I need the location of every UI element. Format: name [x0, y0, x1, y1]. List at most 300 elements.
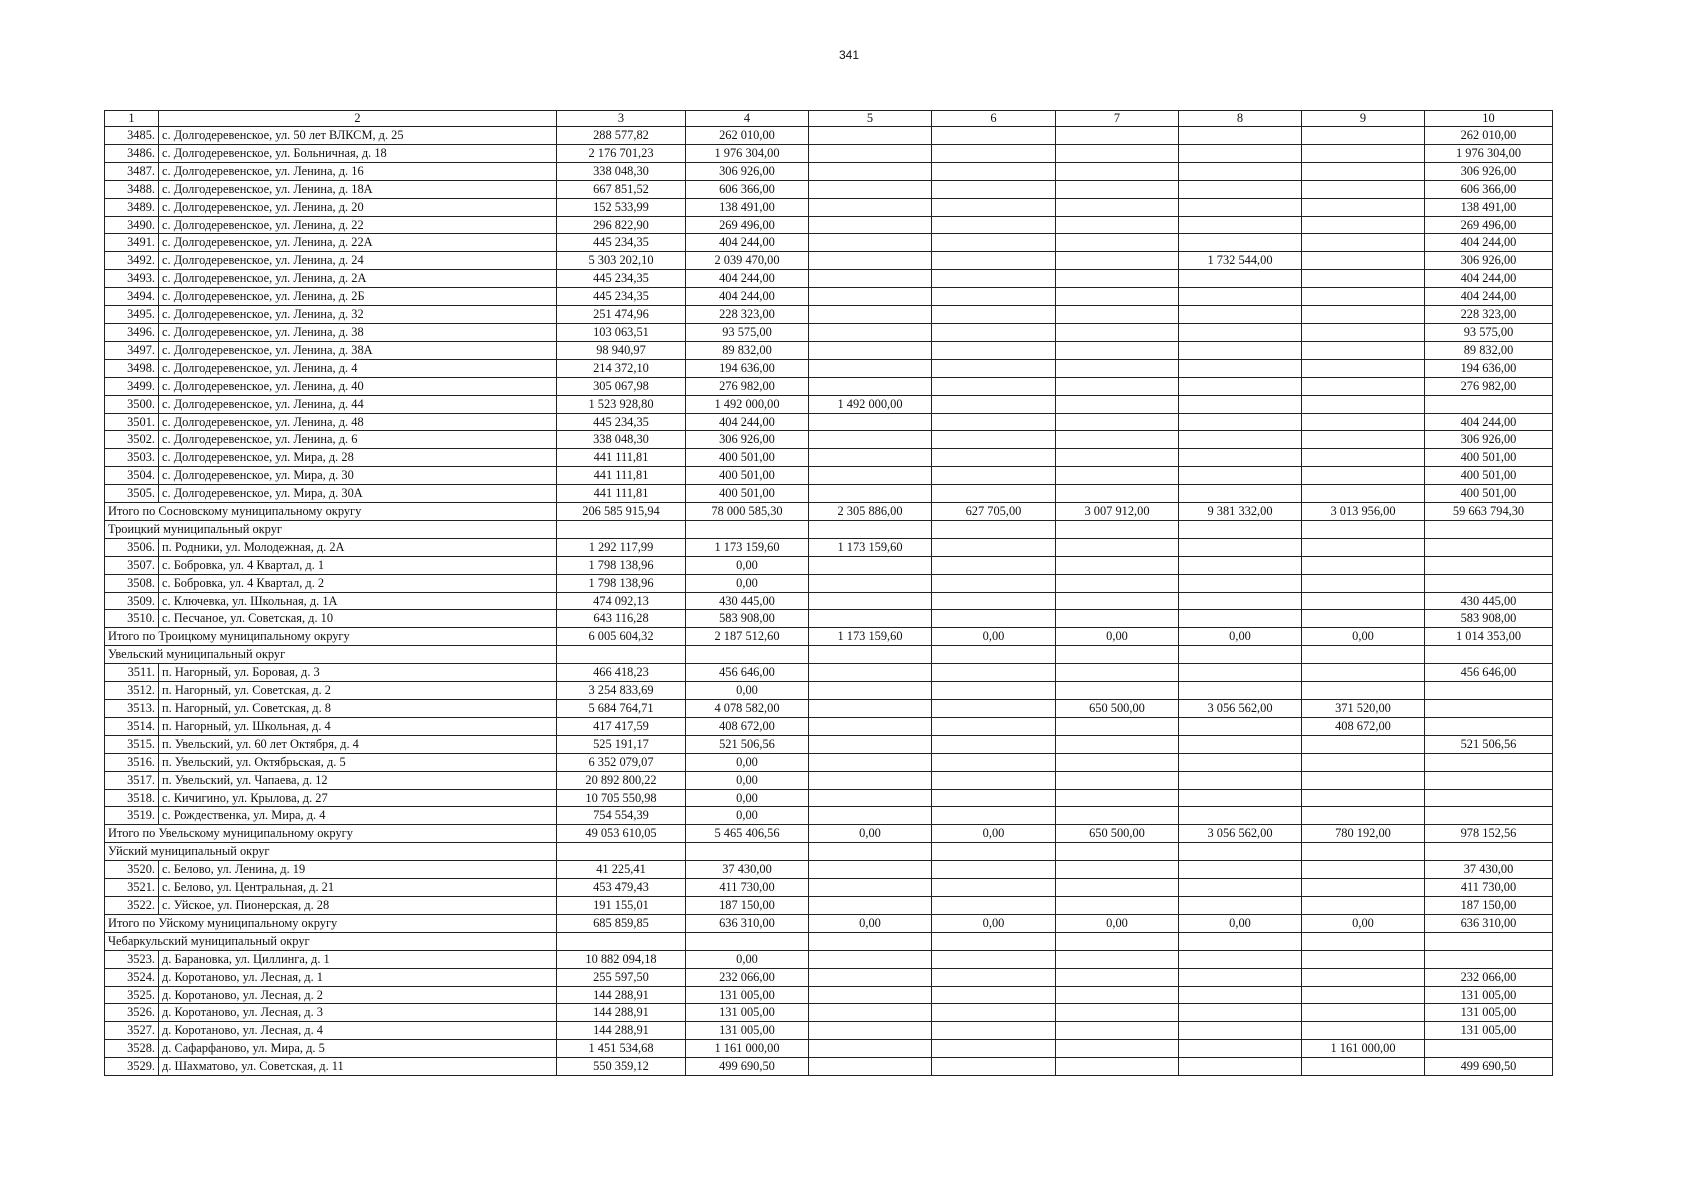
value-cell: 499 690,50 [1425, 1058, 1553, 1076]
value-cell: 0,00 [809, 825, 932, 843]
row-number: 3514. [105, 717, 159, 735]
value-cell [809, 1004, 932, 1022]
value-cell [1179, 1040, 1302, 1058]
value-cell [809, 843, 932, 861]
value-cell [809, 449, 932, 467]
value-cell: 232 066,00 [1425, 968, 1553, 986]
table-row [105, 1040, 1553, 1058]
total-label: Итого по Увельскому муниципальному округу [105, 825, 557, 843]
value-cell [1425, 789, 1553, 807]
value-cell: 400 501,00 [1425, 485, 1553, 503]
row-number: 3492. [105, 252, 159, 270]
value-cell: 89 832,00 [686, 341, 809, 359]
value-cell: 144 288,91 [557, 1004, 686, 1022]
value-cell [1302, 377, 1425, 395]
value-cell [809, 467, 932, 485]
table-row [105, 717, 1553, 735]
value-cell [932, 700, 1056, 718]
value-cell: 1 161 000,00 [1302, 1040, 1425, 1058]
value-cell [1056, 592, 1179, 610]
value-cell [1179, 896, 1302, 914]
value-cell: 338 048,30 [557, 162, 686, 180]
row-number: 3489. [105, 198, 159, 216]
value-cell: 144 288,91 [557, 986, 686, 1004]
section-label: Троицкий муниципальный округ [105, 520, 557, 538]
value-cell [809, 700, 932, 718]
value-cell [1056, 162, 1179, 180]
value-cell [932, 861, 1056, 879]
value-cell [932, 144, 1056, 162]
value-cell: 0,00 [1302, 628, 1425, 646]
value-cell [809, 556, 932, 574]
row-number: 3508. [105, 574, 159, 592]
value-cell: 466 418,23 [557, 664, 686, 682]
row-number: 3503. [105, 449, 159, 467]
value-cell [1302, 1004, 1425, 1022]
value-cell [1056, 610, 1179, 628]
value-cell [1056, 485, 1179, 503]
row-address: с. Долгодеревенское, ул. Ленина, д. 48 [159, 413, 557, 431]
value-cell: 306 926,00 [686, 162, 809, 180]
value-cell [809, 646, 932, 664]
value-cell [809, 950, 932, 968]
value-cell [1302, 359, 1425, 377]
value-cell: 276 982,00 [686, 377, 809, 395]
value-cell [1179, 843, 1302, 861]
value-cell [1179, 717, 1302, 735]
value-cell: 131 005,00 [1425, 1004, 1553, 1022]
value-cell: 10 882 094,18 [557, 950, 686, 968]
value-cell: 4 078 582,00 [686, 700, 809, 718]
row-number: 3529. [105, 1058, 159, 1076]
value-cell: 411 730,00 [686, 879, 809, 897]
value-cell [1425, 700, 1553, 718]
value-cell [932, 180, 1056, 198]
value-cell [1425, 646, 1553, 664]
value-cell: 306 926,00 [686, 431, 809, 449]
table-row [105, 610, 1553, 628]
section-label: Чебаркульский муниципальный округ [105, 932, 557, 950]
row-number: 3501. [105, 413, 159, 431]
value-cell: 98 940,97 [557, 341, 686, 359]
table-row [105, 288, 1553, 306]
value-cell [1302, 485, 1425, 503]
value-cell [1302, 144, 1425, 162]
table-row [105, 538, 1553, 556]
value-cell: 521 506,56 [1425, 735, 1553, 753]
value-cell [1425, 771, 1553, 789]
value-cell [932, 520, 1056, 538]
table-row [105, 682, 1553, 700]
total-row [105, 503, 1553, 521]
table-row [105, 323, 1553, 341]
row-number: 3526. [105, 1004, 159, 1022]
value-cell: 0,00 [932, 914, 1056, 932]
value-cell: 400 501,00 [686, 485, 809, 503]
value-cell [932, 896, 1056, 914]
table-row [105, 234, 1553, 252]
row-address: п. Увельский, ул. Чапаева, д. 12 [159, 771, 557, 789]
table-row [105, 431, 1553, 449]
value-cell: 456 646,00 [1425, 664, 1553, 682]
value-cell [1425, 520, 1553, 538]
row-number: 3518. [105, 789, 159, 807]
row-address: с. Долгодеревенское, ул. Больничная, д. 18 [159, 144, 557, 162]
value-cell [932, 843, 1056, 861]
value-cell: 262 010,00 [686, 127, 809, 145]
row-address: с. Ключевка, ул. Школьная, д. 1А [159, 592, 557, 610]
value-cell [1425, 538, 1553, 556]
value-cell [1425, 753, 1553, 771]
value-cell: 152 533,99 [557, 198, 686, 216]
section-row [105, 932, 1553, 950]
table-row [105, 467, 1553, 485]
value-cell: 10 705 550,98 [557, 789, 686, 807]
row-address: с. Бобровка, ул. 4 Квартал, д. 1 [159, 556, 557, 574]
value-cell [1056, 968, 1179, 986]
row-number: 3507. [105, 556, 159, 574]
value-cell [809, 306, 932, 324]
table-row [105, 270, 1553, 288]
total-row [105, 914, 1553, 932]
value-cell [932, 682, 1056, 700]
value-cell [809, 592, 932, 610]
value-cell: 0,00 [686, 789, 809, 807]
value-cell [1179, 986, 1302, 1004]
value-cell: 338 048,30 [557, 431, 686, 449]
value-cell [1179, 520, 1302, 538]
value-cell: 1 014 353,00 [1425, 628, 1553, 646]
value-cell [932, 485, 1056, 503]
value-cell [1302, 288, 1425, 306]
value-cell [932, 646, 1056, 664]
value-cell: 430 445,00 [1425, 592, 1553, 610]
value-cell [686, 646, 809, 664]
value-cell [932, 234, 1056, 252]
row-number: 3494. [105, 288, 159, 306]
value-cell [1179, 556, 1302, 574]
value-cell: 5 303 202,10 [557, 252, 686, 270]
total-label: Итого по Уйскому муниципальному округу [105, 914, 557, 932]
value-cell [1179, 592, 1302, 610]
value-cell [557, 646, 686, 664]
value-cell: 262 010,00 [1425, 127, 1553, 145]
value-cell: 3 254 833,69 [557, 682, 686, 700]
value-cell [809, 717, 932, 735]
value-cell [1056, 1022, 1179, 1040]
value-cell [809, 520, 932, 538]
value-cell [1425, 950, 1553, 968]
value-cell [1056, 144, 1179, 162]
value-cell [1179, 341, 1302, 359]
value-cell [932, 771, 1056, 789]
value-cell [1179, 234, 1302, 252]
column-header: 9 [1302, 111, 1425, 127]
value-cell: 417 417,59 [557, 717, 686, 735]
column-header: 1 [105, 111, 159, 127]
row-address: с. Долгодеревенское, ул. Ленина, д. 38 [159, 323, 557, 341]
value-cell [1302, 162, 1425, 180]
table-row [105, 359, 1553, 377]
value-cell [809, 1022, 932, 1040]
value-cell: 404 244,00 [1425, 288, 1553, 306]
value-cell [809, 735, 932, 753]
row-address: с. Долгодеревенское, ул. Мира, д. 28 [159, 449, 557, 467]
value-cell: 445 234,35 [557, 413, 686, 431]
table-row [105, 968, 1553, 986]
value-cell: 0,00 [686, 771, 809, 789]
value-cell [809, 807, 932, 825]
value-cell [809, 574, 932, 592]
table-row [105, 950, 1553, 968]
value-cell [932, 1058, 1056, 1076]
row-address: п. Родники, ул. Молодежная, д. 2А [159, 538, 557, 556]
value-cell [932, 1022, 1056, 1040]
page-number: 341 [838, 48, 860, 62]
value-cell [1302, 932, 1425, 950]
value-cell: 445 234,35 [557, 234, 686, 252]
row-number: 3528. [105, 1040, 159, 1058]
row-number: 3513. [105, 700, 159, 718]
value-cell: 404 244,00 [686, 234, 809, 252]
value-cell: 306 926,00 [1425, 252, 1553, 270]
value-cell: 0,00 [686, 950, 809, 968]
value-cell: 49 053 610,05 [557, 825, 686, 843]
value-cell: 131 005,00 [686, 1022, 809, 1040]
value-cell [1179, 288, 1302, 306]
value-cell [1056, 771, 1179, 789]
row-number: 3498. [105, 359, 159, 377]
value-cell [932, 306, 1056, 324]
value-cell [1179, 449, 1302, 467]
table-row [105, 252, 1553, 270]
table-row [105, 216, 1553, 234]
row-address: с. Долгодеревенское, ул. Ленина, д. 22А [159, 234, 557, 252]
value-cell [1056, 323, 1179, 341]
value-cell [1302, 592, 1425, 610]
value-cell [1179, 610, 1302, 628]
value-cell [1302, 646, 1425, 664]
value-cell [1302, 252, 1425, 270]
column-header-row [105, 111, 1553, 127]
total-row [105, 825, 1553, 843]
value-cell: 276 982,00 [1425, 377, 1553, 395]
value-cell [1302, 538, 1425, 556]
row-number: 3499. [105, 377, 159, 395]
value-cell: 400 501,00 [686, 449, 809, 467]
value-cell [1056, 395, 1179, 413]
value-cell [1056, 682, 1179, 700]
value-cell [932, 162, 1056, 180]
value-cell: 89 832,00 [1425, 341, 1553, 359]
value-cell: 978 152,56 [1425, 825, 1553, 843]
value-cell [809, 932, 932, 950]
row-number: 3496. [105, 323, 159, 341]
row-address: д. Барановка, ул. Циллинга, д. 1 [159, 950, 557, 968]
section-row [105, 520, 1553, 538]
row-number: 3487. [105, 162, 159, 180]
value-cell [1056, 879, 1179, 897]
value-cell [1056, 932, 1179, 950]
value-cell [932, 717, 1056, 735]
value-cell [932, 574, 1056, 592]
value-cell [1056, 180, 1179, 198]
value-cell [1056, 538, 1179, 556]
row-address: с. Рождественка, ул. Мира, д. 4 [159, 807, 557, 825]
value-cell [809, 234, 932, 252]
value-cell [1302, 234, 1425, 252]
value-cell [1179, 1004, 1302, 1022]
value-cell [1302, 467, 1425, 485]
value-cell: 606 366,00 [686, 180, 809, 198]
value-cell [932, 807, 1056, 825]
value-cell: 411 730,00 [1425, 879, 1553, 897]
row-number: 3493. [105, 270, 159, 288]
row-address: с. Долгодеревенское, ул. Ленина, д. 24 [159, 252, 557, 270]
row-number: 3515. [105, 735, 159, 753]
value-cell: 404 244,00 [1425, 413, 1553, 431]
row-number: 3517. [105, 771, 159, 789]
table-row [105, 485, 1553, 503]
value-cell [1056, 449, 1179, 467]
value-cell: 0,00 [809, 914, 932, 932]
value-cell [1425, 1040, 1553, 1058]
table-row [105, 592, 1553, 610]
value-cell [809, 753, 932, 771]
value-cell: 228 323,00 [686, 306, 809, 324]
value-cell [1056, 1058, 1179, 1076]
row-number: 3519. [105, 807, 159, 825]
table-row [105, 341, 1553, 359]
value-cell [932, 610, 1056, 628]
section-row [105, 843, 1553, 861]
value-cell [1302, 198, 1425, 216]
value-cell [809, 359, 932, 377]
value-cell: 131 005,00 [686, 986, 809, 1004]
value-cell: 93 575,00 [1425, 323, 1553, 341]
value-cell [1056, 431, 1179, 449]
value-cell [1302, 449, 1425, 467]
value-cell: 583 908,00 [686, 610, 809, 628]
value-cell: 636 310,00 [686, 914, 809, 932]
row-number: 3485. [105, 127, 159, 145]
value-cell [1056, 198, 1179, 216]
value-cell: 499 690,50 [686, 1058, 809, 1076]
row-address: с. Долгодеревенское, ул. Ленина, д. 2Б [159, 288, 557, 306]
value-cell [1056, 664, 1179, 682]
value-cell [932, 950, 1056, 968]
value-cell: 754 554,39 [557, 807, 686, 825]
value-cell: 138 491,00 [1425, 198, 1553, 216]
value-cell [809, 198, 932, 216]
value-cell: 269 496,00 [686, 216, 809, 234]
value-cell: 194 636,00 [686, 359, 809, 377]
column-header: 6 [932, 111, 1056, 127]
value-cell [1056, 252, 1179, 270]
table-row [105, 1004, 1553, 1022]
value-cell [1056, 306, 1179, 324]
row-address: с. Белово, ул. Центральная, д. 21 [159, 879, 557, 897]
value-cell: 2 176 701,23 [557, 144, 686, 162]
value-cell [1179, 377, 1302, 395]
value-cell [809, 789, 932, 807]
value-cell [1425, 807, 1553, 825]
value-cell: 650 500,00 [1056, 700, 1179, 718]
value-cell [932, 341, 1056, 359]
column-header: 3 [557, 111, 686, 127]
row-address: с. Долгодеревенское, ул. Ленина, д. 40 [159, 377, 557, 395]
value-cell: 0,00 [932, 628, 1056, 646]
value-cell [932, 359, 1056, 377]
value-cell [1302, 843, 1425, 861]
value-cell: 400 501,00 [686, 467, 809, 485]
row-address: д. Коротаново, ул. Лесная, д. 3 [159, 1004, 557, 1022]
value-cell: 1 173 159,60 [686, 538, 809, 556]
value-cell: 1 451 534,68 [557, 1040, 686, 1058]
value-cell [932, 986, 1056, 1004]
value-cell [1179, 807, 1302, 825]
value-cell [686, 843, 809, 861]
table-row [105, 986, 1553, 1004]
row-number: 3491. [105, 234, 159, 252]
value-cell [1056, 807, 1179, 825]
value-cell [1302, 789, 1425, 807]
value-cell [932, 377, 1056, 395]
value-cell [809, 771, 932, 789]
column-header: 2 [159, 111, 557, 127]
value-cell [1425, 932, 1553, 950]
table-row [105, 753, 1553, 771]
value-cell [1056, 950, 1179, 968]
table-row [105, 144, 1553, 162]
table-row [105, 306, 1553, 324]
value-cell [1056, 270, 1179, 288]
value-cell [1056, 574, 1179, 592]
table-row [105, 413, 1553, 431]
row-address: п. Нагорный, ул. Советская, д. 8 [159, 700, 557, 718]
value-cell: 400 501,00 [1425, 449, 1553, 467]
row-address: д. Коротаново, ул. Лесная, д. 4 [159, 1022, 557, 1040]
value-cell [1302, 574, 1425, 592]
value-cell: 1 173 159,60 [809, 628, 932, 646]
value-cell [1302, 1058, 1425, 1076]
row-number: 3497. [105, 341, 159, 359]
value-cell [1056, 520, 1179, 538]
value-cell: 474 092,13 [557, 592, 686, 610]
value-cell [1056, 789, 1179, 807]
value-cell: 371 520,00 [1302, 700, 1425, 718]
value-cell: 445 234,35 [557, 270, 686, 288]
registry-table [104, 110, 1553, 1076]
row-address: с. Долгодеревенское, ул. Ленина, д. 16 [159, 162, 557, 180]
value-cell: 636 310,00 [1425, 914, 1553, 932]
value-cell [1302, 127, 1425, 145]
row-number: 3490. [105, 216, 159, 234]
value-cell: 1 976 304,00 [1425, 144, 1553, 162]
value-cell [1179, 467, 1302, 485]
value-cell: 441 111,81 [557, 467, 686, 485]
value-cell [1056, 234, 1179, 252]
column-header: 4 [686, 111, 809, 127]
value-cell [809, 252, 932, 270]
value-cell [809, 180, 932, 198]
value-cell: 3 013 956,00 [1302, 503, 1425, 521]
row-number: 3505. [105, 485, 159, 503]
value-cell [1302, 1022, 1425, 1040]
value-cell [1179, 180, 1302, 198]
value-cell [932, 735, 1056, 753]
value-cell [1179, 735, 1302, 753]
